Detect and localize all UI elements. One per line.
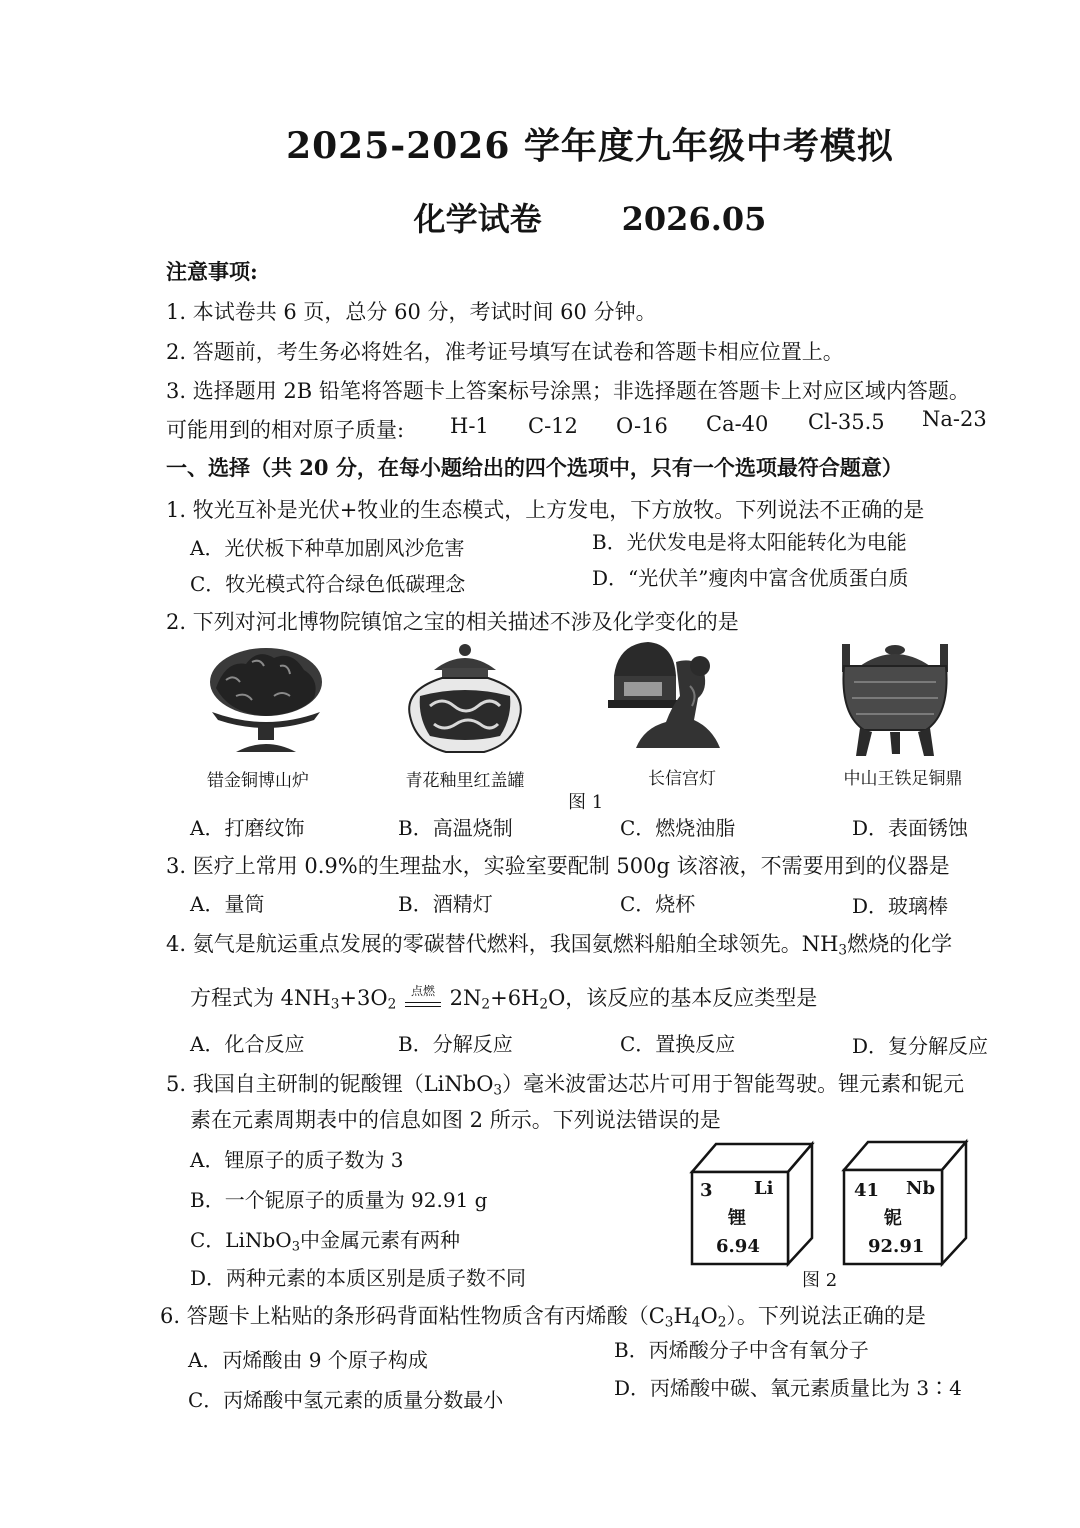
palace-lamp-image xyxy=(600,636,750,758)
q3-option-d: D．玻璃棒 xyxy=(852,894,949,918)
figure2-label: 图 2 xyxy=(802,1270,838,1291)
atomic-mass-c: C-12 xyxy=(528,414,578,438)
q6-option-d: D．丙烯酸中碳、氧元素质量比为 3∶4 xyxy=(614,1376,962,1400)
q5-option-b: B．一个铌原子的质量为 92.91 g xyxy=(190,1188,488,1212)
q1-option-d: D．“光伏羊”瘦肉中富含优质蛋白质 xyxy=(592,566,909,590)
atomic-mass-cl: Cl-35.5 xyxy=(808,410,885,434)
note-item-1: 1. 本试卷共 6 页，总分 60 分，考试时间 60 分钟。 xyxy=(166,300,657,324)
figure1-caption-2: 青花釉里红盖罐 xyxy=(405,771,525,791)
li-name: 锂 xyxy=(728,1208,746,1229)
q6-option-c: C．丙烯酸中氢元素的质量分数最小 xyxy=(188,1388,504,1412)
figure1-caption-3: 长信宫灯 xyxy=(648,769,716,789)
covered-jar-image xyxy=(400,640,530,758)
q2-stem: 2. 下列对河北博物院镇馆之宝的相关描述不涉及化学变化的是 xyxy=(166,610,739,634)
nb-name: 铌 xyxy=(884,1208,902,1229)
q4-stem-line1 xyxy=(166,928,952,958)
q1-option-b: B．光伏发电是将太阳能转化为电能 xyxy=(592,530,907,554)
q2-option-d: D．表面锈蚀 xyxy=(852,816,969,840)
q5-option-c-prefix: C．LiNbO xyxy=(190,1228,292,1252)
q4-stem-text-1: 4. 氨气是航运重点发展的零碳替代燃料，我国氨燃料船舶全球领先。NH xyxy=(166,932,839,956)
section-heading: 一、选择（共 20 分，在每小题给出的四个选项中，只有一个选项最符合题意） xyxy=(166,455,903,480)
q5-stem-line2: 素在元素周期表中的信息如图 2 所示。下列说法错误的是 xyxy=(190,1108,721,1132)
q2-option-a: A．打磨纹饰 xyxy=(190,816,305,840)
q6-stem-text-2: ）。下列说法正确的是 xyxy=(726,1304,926,1328)
li-symbol: Li xyxy=(754,1178,774,1199)
nb-atomic-mass: 92.91 xyxy=(868,1236,925,1257)
q1-option-a: A．光伏板下种草加剧风沙危害 xyxy=(190,536,465,560)
q3-option-a: A．量筒 xyxy=(190,892,265,916)
q5-option-c-suffix: 中金属元素有两种 xyxy=(299,1228,460,1252)
q4-nh3-subscript: 3 xyxy=(838,942,848,959)
q5-stem-line1: 5. 我国自主研制的铌酸锂（LiNbO$_3$）毫米波雷达芯片可用于智能驾驶。锂元素和铌元 xyxy=(166,1072,965,1099)
q6-option-b: B．丙烯酸分子中含有氧分子 xyxy=(614,1338,869,1362)
atomic-mass-o: O-16 xyxy=(616,414,668,438)
subject-title: 化学试卷 xyxy=(413,200,542,238)
exam-title: 2025-2026 学年度九年级中考模拟 xyxy=(286,125,894,167)
q4-equation-suffix: ，该反应的基本反应类型是 xyxy=(565,986,818,1010)
li-atomic-number: 3 xyxy=(700,1180,713,1201)
q4-option-a: A．化合反应 xyxy=(190,1032,305,1056)
q5-stem-text-1: 5. 我国自主研制的铌酸锂（LiNbO xyxy=(166,1072,494,1096)
q5-option-a: A．锂原子的质子数为 3 xyxy=(190,1148,404,1172)
reaction-condition: 点燃 xyxy=(410,983,435,998)
q1-stem: 1. 牧光互补是光伏+牧业的生态模式，上方发电，下方放牧。下列说法不正确的是 xyxy=(166,498,925,522)
q5-option-c: C．LiNbO$_3$中金属元素有两种 xyxy=(190,1228,460,1255)
q3-stem: 3. 医疗上常用 0.9%的生理盐水，实验室要配制 500g 该溶液，不需要用到的仪器是 xyxy=(166,854,950,878)
q3-option-c: C．烧杯 xyxy=(620,892,696,916)
q4-equation-prefix: 方程式为 4NH xyxy=(190,986,331,1010)
q2-option-b: B．高温烧制 xyxy=(398,816,513,840)
atomic-mass-h: H-1 xyxy=(450,414,489,438)
q5-stem-text-2: ）毫米波雷达芯片可用于智能驾驶。锂元素和铌元 xyxy=(502,1072,965,1096)
reaction-arrow xyxy=(403,983,443,1012)
atomic-mass-ca: Ca-40 xyxy=(706,412,769,436)
q4-equation-line: 方程式为 $4NH_3+3O_2$ 点燃 $2N_2+6H_2O$，该反应的基本反应类型是 xyxy=(190,983,818,1013)
nb-atomic-number: 41 xyxy=(854,1180,880,1201)
exam-date: 2026.05 xyxy=(621,200,767,238)
q4-option-c: C．置换反应 xyxy=(620,1032,736,1056)
q6-stem-text-1: 6. 答题卡上粘贴的条形码背面粘性物质含有丙烯酸（C xyxy=(160,1304,665,1328)
q5-option-d: D．两种元素的本质区别是质子数不同 xyxy=(190,1266,527,1290)
note-item-2: 2. 答题前，考生务必将姓名，准考证号填写在试卷和答题卡相应位置上。 xyxy=(166,340,844,364)
q1-option-c: C．牧光模式符合绿色低碳理念 xyxy=(190,572,466,596)
q6-option-a: A．丙烯酸由 9 个原子构成 xyxy=(188,1348,428,1372)
atomic-mass-na: Na-23 xyxy=(922,407,987,431)
notes-heading: 注意事项: xyxy=(166,259,258,284)
nb-symbol: Nb xyxy=(906,1178,936,1199)
q2-option-c: C．燃烧油脂 xyxy=(620,816,736,840)
figure1-caption-1: 错金铜博山炉 xyxy=(207,771,309,791)
q6-stem: 6. 答题卡上粘贴的条形码背面粘性物质含有丙烯酸$(C_3H_4O_2)$。下列说法正确的是 xyxy=(160,1304,926,1331)
q4-option-b: B．分解反应 xyxy=(398,1032,513,1056)
q3-option-b: B．酒精灯 xyxy=(398,892,493,916)
note-item-3: 3. 选择题用 2B 铅笔将答题卡上答案标号涂黑；非选择题在答题卡上对应区域内答题。 xyxy=(166,379,970,403)
li-atomic-mass: 6.94 xyxy=(716,1236,760,1257)
exam-subtitle xyxy=(0,194,1080,240)
bronze-ding-image xyxy=(820,636,970,760)
figure1-label: 图 1 xyxy=(568,792,604,813)
censer-image xyxy=(196,640,336,758)
atomic-mass-label: 可能用到的相对原子质量: xyxy=(166,418,405,442)
figure1-caption-4: 中山王铁足铜鼎 xyxy=(843,769,963,789)
q4-stem-text-2: 燃烧的化学 xyxy=(847,932,953,956)
q4-option-d: D．复分解反应 xyxy=(852,1034,989,1058)
